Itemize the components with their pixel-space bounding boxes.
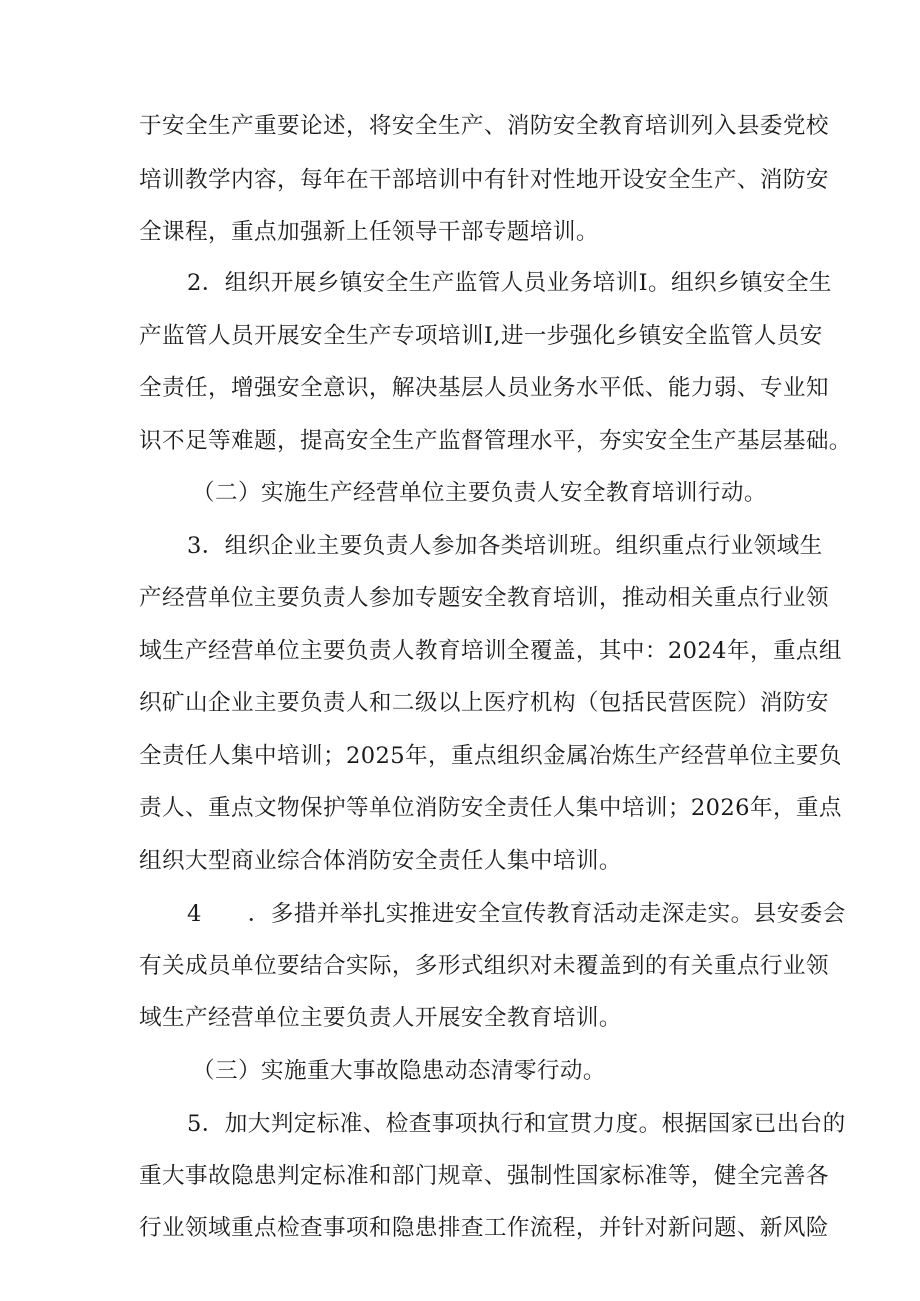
text-line: 于安全生产重要论述，将安全生产、消防安全教育培训列入县委党校 <box>139 113 829 139</box>
section-heading-2: （二）实施生产经营单位主要负责人安全教育培训行动。 <box>192 480 767 506</box>
text-line: 全责任，增强安全意识，解决基层人员业务水平低、能力弱、专业知 <box>139 375 829 401</box>
list-item-heading-3: 3．组织企业主要负责人参加各类培训班。组织重点行业领域生 <box>187 533 823 559</box>
list-item-heading-4: 4 ．多措并举扎实推进安全宣传教育活动走深走实。县安委会 <box>187 901 846 927</box>
text-line: 全课程，重点加强新上任领导干部专题培训。 <box>139 219 599 245</box>
text-line: 行业领域重点检查事项和隐患排查工作流程，并针对新问题、新风险 <box>139 1215 829 1241</box>
list-item-heading-2: 2．组织开展乡镇安全生产监管人员业务培训I。组织乡镇安全生 <box>187 270 832 296</box>
text-line: 产经营单位主要负责人参加专题安全教育培训，推动相关重点行业领 <box>139 585 829 611</box>
text-line: 全责任人集中培训；2025年，重点组织金属冶炼生产经营单位主要负 <box>139 743 842 769</box>
text-line: 组织大型商业综合体消防安全责任人集中培训。 <box>139 848 622 874</box>
section-heading-3: （三）实施重大事故隐患动态清零行动。 <box>192 1058 606 1084</box>
text-line: 域生产经营单位主要负责人教育培训全覆盖，其中：2024年，重点组 <box>139 638 842 664</box>
text-line: 产监管人员开展安全生产专项培训I,进一步强化乡镇安全监管人员安 <box>139 323 823 349</box>
text-line: 域生产经营单位主要负责人开展安全教育培训。 <box>139 1005 622 1031</box>
text-line: 重大事故隐患判定标准和部门规章、强制性国家标准等，健全完善各 <box>139 1163 829 1189</box>
text-line: 责人、重点文物保护等单位消防安全责任人集中培训；2026年，重点 <box>139 795 842 821</box>
list-item-heading-5: 5．加大判定标准、检查事项执行和宣贯力度。根据国家已出台的 <box>187 1111 846 1137</box>
text-line: 织矿山企业主要负责人和二级以上医疗机构（包括民营医院）消防安 <box>139 690 829 716</box>
text-line: 识不足等难题，提高安全生产监督管理水平，夯实安全生产基层基础。 <box>139 428 852 454</box>
text-line: 有关成员单位要结合实际，多形式组织对未覆盖到的有关重点行业领 <box>139 953 829 979</box>
text-line: 培训教学内容，每年在干部培训中有针对性地开设安全生产、消防安 <box>139 167 829 193</box>
